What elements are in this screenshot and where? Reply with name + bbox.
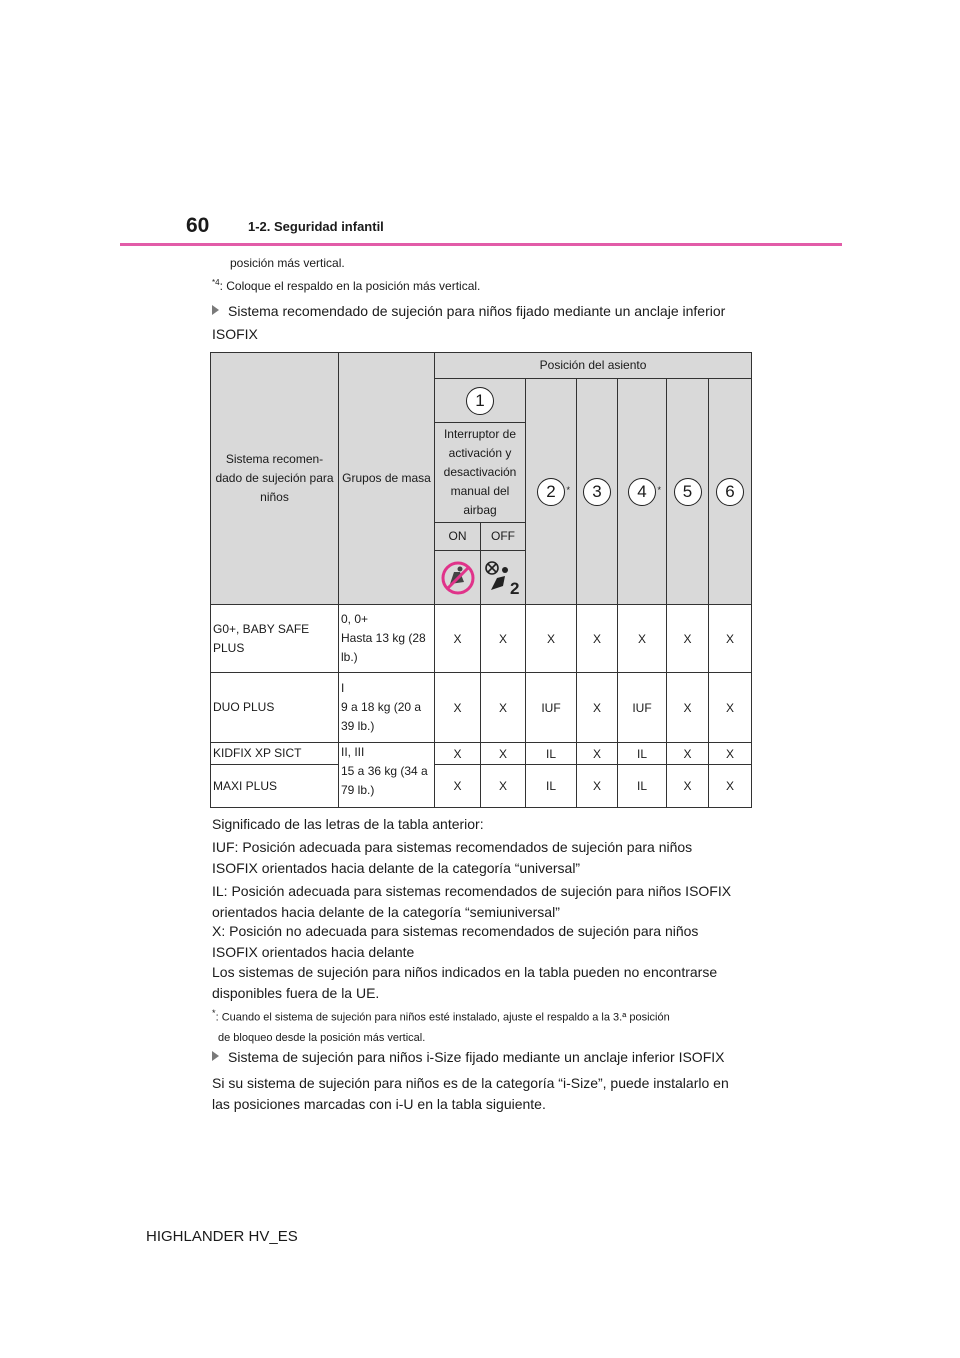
legend-il-line1: IL: Posición adecuada para sistemas recomendados de sujeción para niños ISOFIX — [212, 883, 732, 899]
passenger-airbag-off-icon — [440, 560, 476, 596]
isofix-table — [210, 352, 752, 808]
value-cell: X — [481, 743, 526, 765]
isize-heading — [212, 1046, 752, 1069]
value-cell: X — [577, 605, 618, 673]
seat-6-icon: 6 — [716, 478, 744, 506]
availability-line2: disponibles fuera de la UE. — [212, 985, 380, 1001]
airbag-on-icon — [483, 560, 523, 596]
seat-1-header — [435, 379, 526, 423]
group-weight: 15 a 36 kg (34 a 79 lb.) — [341, 764, 428, 797]
isofix-heading-line1: Sistema recomendado de sujeción para niños fijado mediante un anclaje inferior — [228, 303, 726, 319]
seat-4-header — [618, 379, 667, 605]
table-row — [211, 765, 752, 808]
isize-heading-text: Sistema de sujeción para niños i-Size fijado mediante un anclaje inferior ISOFIX — [228, 1049, 725, 1065]
header-seat-position: Posición del asiento — [435, 353, 752, 379]
value-cell: X — [481, 673, 526, 743]
value-cell: IUF — [618, 673, 667, 743]
header-divider — [120, 243, 842, 246]
availability-note — [212, 962, 752, 1004]
value-cell: X — [435, 743, 481, 765]
header-system: Sistema recomen-dado de sujeción para niños — [211, 353, 339, 605]
isize-line1: Si su sistema de sujeción para niños es de la categoría “i-Size”, puede instalarlo en — [212, 1075, 729, 1091]
section-title: 1-2. Seguridad infantil — [248, 219, 384, 234]
value-cell: X — [435, 765, 481, 808]
seat-4-icon: 4 * — [628, 478, 656, 506]
system-cell: KIDFIX XP SICT — [211, 743, 339, 765]
table-row — [211, 605, 752, 673]
triangle-bullet-icon — [212, 1051, 219, 1061]
legend-x-line1: X: Posición no adecuada para sistemas recomendados de sujeción para niños — [212, 923, 699, 939]
seat-1-icon: 1 — [466, 387, 494, 415]
seat-2-header — [526, 379, 577, 605]
system-cell: MAXI PLUS — [211, 765, 339, 808]
footnote-continuation: posición más vertical. — [230, 256, 345, 270]
value-cell: X — [577, 673, 618, 743]
seat-5-icon: 5 — [674, 478, 702, 506]
value-cell: X — [435, 605, 481, 673]
value-cell: IL — [618, 765, 667, 808]
group-cell — [339, 605, 435, 673]
legend-iuf-line2: ISOFIX orientados hacia delante de la categoría “universal” — [212, 860, 581, 876]
isize-line2: las posiciones marcadas con i-U en la tabla siguiente. — [212, 1096, 546, 1112]
availability-line1: Los sistemas de sujeción para niños indicados en la tabla pueden no encontrarse — [212, 964, 718, 980]
value-cell: X — [667, 743, 709, 765]
airbag-switch-header: Interruptor de activación y desactivación manual del airbag — [435, 423, 526, 523]
group-weight: 9 a 18 kg (20 a 39 lb.) — [341, 700, 422, 733]
legend-x-line2: ISOFIX orientados hacia delante — [212, 944, 415, 960]
value-cell: X — [667, 765, 709, 808]
value-cell: X — [667, 605, 709, 673]
legend-il-line2: orientados hacia delante de la categoría “semiuniversal” — [212, 904, 560, 920]
seat-3-header — [577, 379, 618, 605]
seat-4-star: * — [657, 484, 661, 495]
value-cell: X — [618, 605, 667, 673]
backrest-footnote — [212, 1003, 752, 1048]
off-header: OFF — [481, 523, 526, 551]
triangle-bullet-icon — [212, 305, 219, 315]
value-cell: IL — [526, 743, 577, 765]
value-cell: X — [709, 743, 752, 765]
group-weight: Hasta 13 kg (28 lb.) — [341, 631, 426, 664]
backrest-footnote-line2: de bloqueo desde la posición más vertical. — [218, 1031, 426, 1044]
group-cell — [339, 743, 435, 808]
value-cell: X — [526, 605, 577, 673]
seat-3-icon: 3 — [583, 478, 611, 506]
seat-6-header — [709, 379, 752, 605]
value-cell: X — [435, 673, 481, 743]
footnote-4-mark: *4 — [212, 278, 220, 287]
group-class: II, III — [341, 745, 365, 759]
airbag-off-cell — [435, 551, 481, 605]
isize-paragraph — [212, 1073, 752, 1115]
page-number: 60 — [186, 214, 210, 237]
value-cell: IUF — [526, 673, 577, 743]
system-cell: DUO PLUS — [211, 673, 339, 743]
isofix-heading — [212, 300, 752, 346]
airbag-icon-digit: 2 — [510, 578, 520, 596]
isofix-heading-line2: ISOFIX — [212, 326, 258, 342]
table-row — [211, 743, 752, 765]
value-cell: X — [577, 743, 618, 765]
value-cell: X — [709, 765, 752, 808]
value-cell: IL — [618, 743, 667, 765]
seat-2-icon: 2 * — [537, 478, 565, 506]
backrest-footnote-mark: * — [212, 1008, 216, 1018]
legend-intro: Significado de las letras de la tabla anterior: — [212, 816, 484, 832]
legend-x — [212, 921, 752, 963]
seat-2-star: * — [566, 484, 570, 495]
airbag-on-cell — [481, 551, 526, 605]
legend-iuf — [212, 837, 752, 879]
header-groups: Grupos de masa — [339, 353, 435, 605]
legend-il — [212, 881, 752, 923]
table-row — [211, 673, 752, 743]
legend-iuf-line1: IUF: Posición adecuada para sistemas recomendados de sujeción para niños — [212, 839, 693, 855]
group-class: I — [341, 681, 345, 695]
value-cell: X — [577, 765, 618, 808]
value-cell: X — [481, 605, 526, 673]
backrest-footnote-line1: : Cuando el sistema de sujeción para niños esté instalado, ajuste el respaldo a la 3.ª posición — [215, 1011, 670, 1024]
group-class: 0, 0+ — [341, 612, 369, 626]
value-cell: X — [709, 605, 752, 673]
value-cell: X — [667, 673, 709, 743]
footnote-4-text: : Coloque el respaldo en la posición más vertical. — [219, 279, 481, 293]
on-header: ON — [435, 523, 481, 551]
value-cell: IL — [526, 765, 577, 808]
footnote-4 — [212, 278, 480, 293]
value-cell: X — [481, 765, 526, 808]
group-cell — [339, 673, 435, 743]
value-cell: X — [709, 673, 752, 743]
seat-5-header — [667, 379, 709, 605]
footer-model: HIGHLANDER HV_ES — [146, 1228, 298, 1245]
system-cell: G0+, BABY SAFE PLUS — [211, 605, 339, 673]
